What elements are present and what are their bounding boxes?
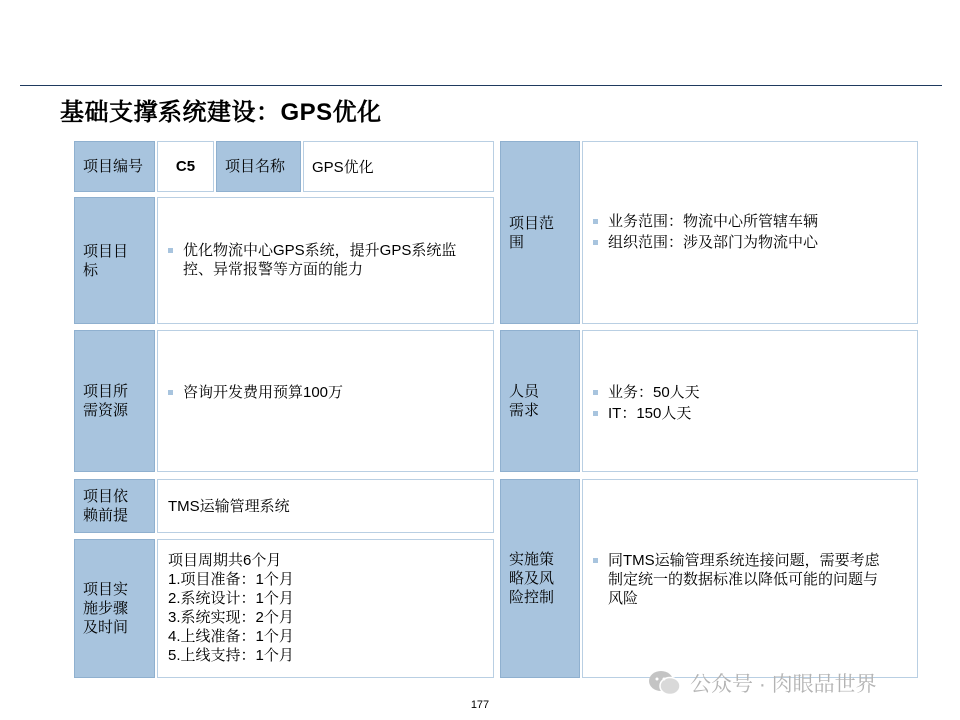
project-goal-value [157, 197, 494, 324]
bullet-square-icon [593, 219, 598, 224]
project-steps-label: 项目实 施步骤 及时间 [74, 539, 155, 678]
top-rule [20, 85, 942, 86]
project-id-label: 项目编号 [74, 141, 155, 192]
project-dependency-value: TMS运输管理系统 [157, 479, 494, 533]
strategy-risk-label: 实施策 略及风 险控制 [500, 479, 580, 678]
project-scope-label: 项目范 围 [500, 141, 580, 324]
project-name-value: GPS优化 [303, 141, 494, 192]
watermark: 公众号 · 肉眼品世界 [648, 668, 877, 698]
staff-requirement-value [582, 330, 918, 472]
project-name-label: 项目名称 [216, 141, 301, 192]
project-resources-label: 项目所 需资源 [74, 330, 155, 472]
bullet-square-icon [593, 390, 598, 395]
bullet-square-icon [593, 240, 598, 245]
staff-bullet: 业务：50人天 [593, 383, 909, 402]
page-title: 基础支撑系统建设：GPS优化 [60, 99, 382, 126]
project-resources-value [157, 330, 494, 472]
scope-bullet: 组织范围：涉及部门为物流中心 [593, 233, 909, 252]
bullet-square-icon [593, 411, 598, 416]
strategy-risk-value [582, 479, 918, 678]
staff-requirement-label: 人员 需求 [500, 330, 580, 472]
project-id-value: C5 [157, 141, 214, 192]
bullet-square-icon [168, 248, 173, 253]
staff-bullet: IT：150人天 [593, 404, 909, 423]
scope-bullet: 业务范围：物流中心所管辖车辆 [593, 212, 909, 231]
resources-bullet: 咨询开发费用预算100万 [168, 383, 485, 402]
page-number: 177 [470, 699, 490, 711]
bullet-square-icon [168, 390, 173, 395]
bullet-square-icon [593, 558, 598, 563]
project-scope-value [582, 141, 918, 324]
risk-bullet: 同TMS运输管理系统连接问题，需要考虑 制定统一的数据标准以降低可能的问题与 风险 [593, 551, 909, 608]
project-dependency-label: 项目依 赖前提 [74, 479, 155, 533]
goal-bullet: 优化物流中心GPS系统，提升GPS系统监 控、异常报警等方面的能力 [168, 241, 485, 279]
project-goal-label: 项目目 标 [74, 197, 155, 324]
project-steps-value: 项目周期共6个月 1.项目准备：1个月 2.系统设计：1个月 3.系统实现：2个月 4.上线准备：1个月 5.上线支持：1个月 [157, 539, 494, 678]
wechat-icon [648, 669, 682, 697]
